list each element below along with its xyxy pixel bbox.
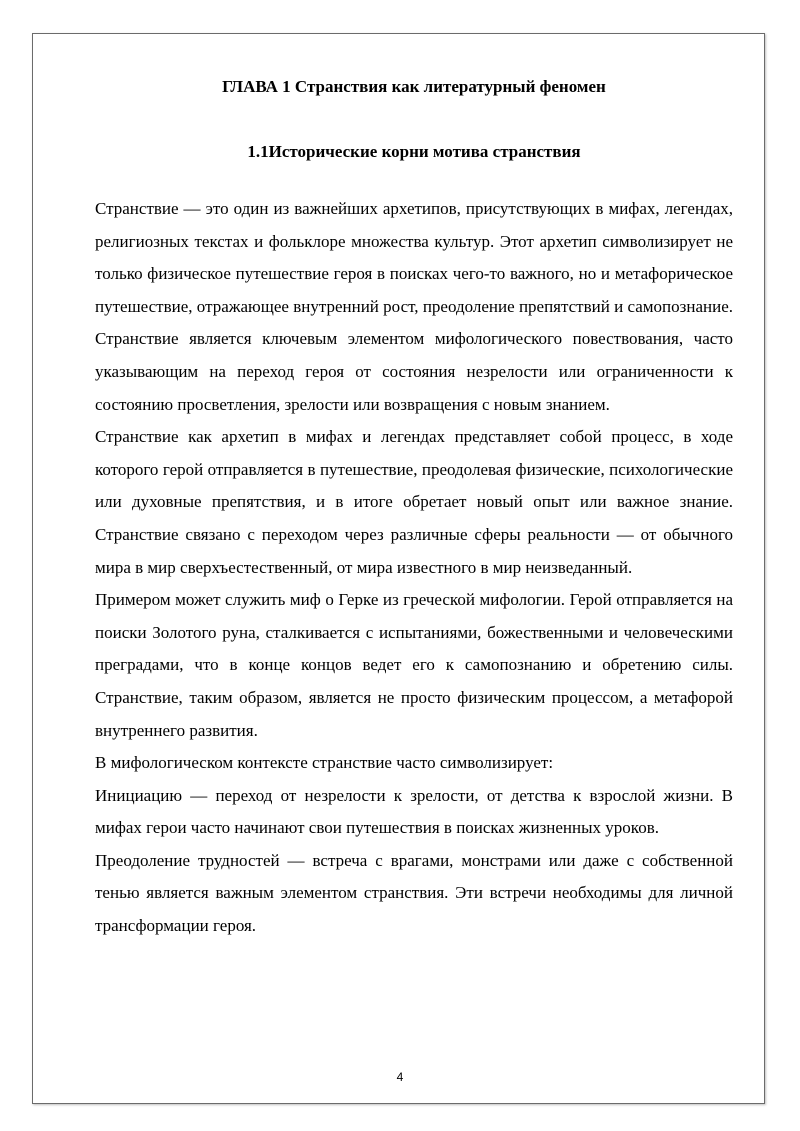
paragraph-1: Странствие — это один из важнейших архетипов, присутствующих в мифах, легендах, религиозных текстах и фольклоре множества культур. Этот архетип символизирует не только физическое путешествие героя в поисках чего-то важного, но и метафорическое путешествие, отражающее внутренний рост, преодоление препятствий и самопознание. Странствие является ключевым элементом мифологического повествования, часто указывающим на переход героя от состояния незрелости или ограниченности к состоянию просветления, зрелости или возвращения с новым знанием. — [95, 199, 733, 414]
section-title: 1.1Исторические корни мотива странствия — [247, 142, 581, 161]
paragraph-6: Преодоление трудностей — встреча с врагами, монстрами или даже с собственной тенью является важным элементом странствия. Эти встречи необходимы для личной трансформации героя. — [95, 850, 733, 936]
page-number: 4 — [396, 1070, 404, 1084]
paragraph-2: Странствие как архетип в мифах и легендах представляет собой процесс, в ходе которого герой отправляется в путешествие, преодолевая физические, психологические или духовные препятствия, и в итоге обретает новый опыт или важное знание. Странствие связано с переходом через различные сферы реальности — от обычного мира в мир сверхъестественный, от мира известного в мир неизведанный. — [95, 427, 733, 577]
page-content — [95, 70, 733, 943]
paragraph-5: Инициацию — переход от незрелости к зрелости, от детства к взрослой жизни. В мифах герои часто начинают свои путешествия в поисках жизненных уроков. — [95, 785, 733, 838]
paragraph-3: Примером может служить миф о Герке из греческой мифологии. Герой отправляется на поиски Золотого руна, сталкивается с испытаниями, божественными и человеческими преградами, что в конце концов ведет его к самопознанию и обретению силы. Странствие, таким образом, является не просто физическим процессом, а метафорой внутреннего развития. — [95, 590, 733, 740]
body-text — [95, 193, 733, 943]
paragraph-4: В мифологическом контексте странствие часто символизирует: — [95, 753, 554, 773]
chapter-title: ГЛАВА 1 Странствия как литературный феномен — [222, 77, 606, 96]
